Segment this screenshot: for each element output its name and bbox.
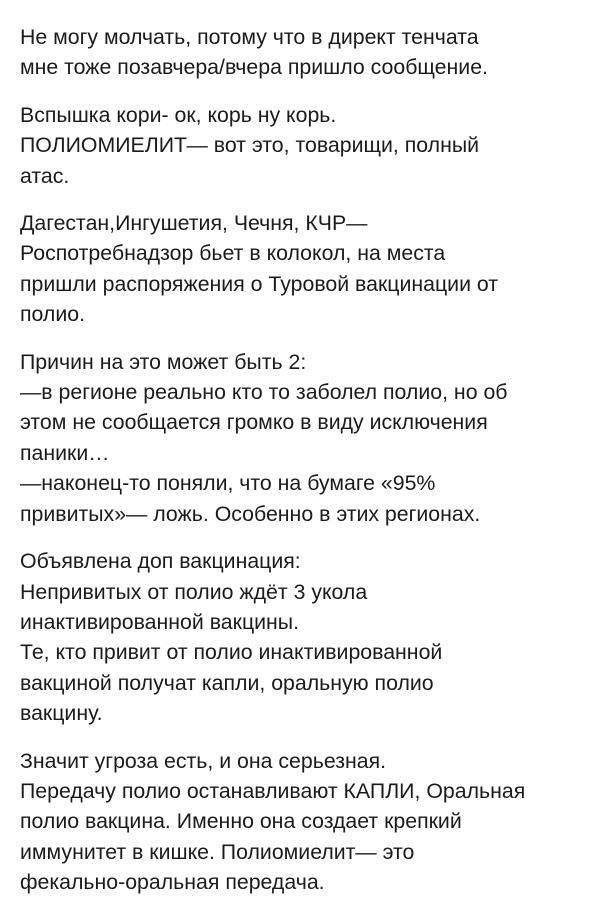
text-line: Те, кто привит от полио инактивированной (20, 640, 443, 665)
text-line: Значит угроза есть, и она серьезная. (20, 748, 387, 773)
text-line: Роспотребнадзор бьет в колокол, на места (20, 241, 446, 266)
text-line: полио. (20, 302, 85, 327)
text-line: Вспышка кори- ок, корь ну корь. (20, 102, 337, 127)
text-line: фекально-оральная передача. (20, 870, 325, 895)
text-line: ПОЛИОМИЕЛИТ— вот это, товарищи, полный (20, 133, 480, 158)
text-line: иммунитет в кишке. Полиомиелит— это (20, 839, 415, 864)
text-line: Не могу молчать, потому что в директ тенчата (20, 25, 479, 49)
paragraph (20, 208, 588, 330)
text-line: вакцину. (20, 701, 103, 726)
paragraph (20, 347, 588, 529)
text-line: этом не сообщается громко в виду исключения (20, 410, 488, 435)
text-line: Непривитых от полио ждёт 3 укола (20, 579, 368, 604)
text-line: Причин на это может быть 2: (20, 349, 307, 374)
post-text (20, 22, 588, 915)
text-line: атас. (20, 163, 70, 188)
text-line: Дагестан,Ингушетия, Чечня, КЧР— (20, 211, 368, 236)
paragraph (20, 100, 588, 191)
text-line: —в регионе реально кто то заболел полио, но об (20, 380, 508, 405)
text-line: пришли распоряжения о Туровой вакцинации от (20, 271, 499, 296)
text-line: мне тоже позавчера/вчера пришло сообщение. (20, 55, 488, 80)
text-line: паники… (20, 440, 110, 465)
text-line: вакциной получат капли, оральную полио (20, 670, 434, 695)
text-line: инактивированной вакцины. (20, 609, 300, 634)
paragraph (20, 546, 588, 728)
text-line: Передачу полио останавливают КАПЛИ, Оральная (20, 778, 526, 803)
text-line: полио вакцина. Именно она создает крепкий (20, 809, 462, 834)
paragraph (20, 746, 588, 898)
text-line: —наконец-то поняли, что на бумаге «95% (20, 471, 436, 496)
text-line: привитых»— ложь. Особенно в этих регионах. (20, 501, 481, 526)
paragraph (20, 22, 588, 83)
text-line: Объявлена доп вакцинация: (20, 549, 301, 574)
